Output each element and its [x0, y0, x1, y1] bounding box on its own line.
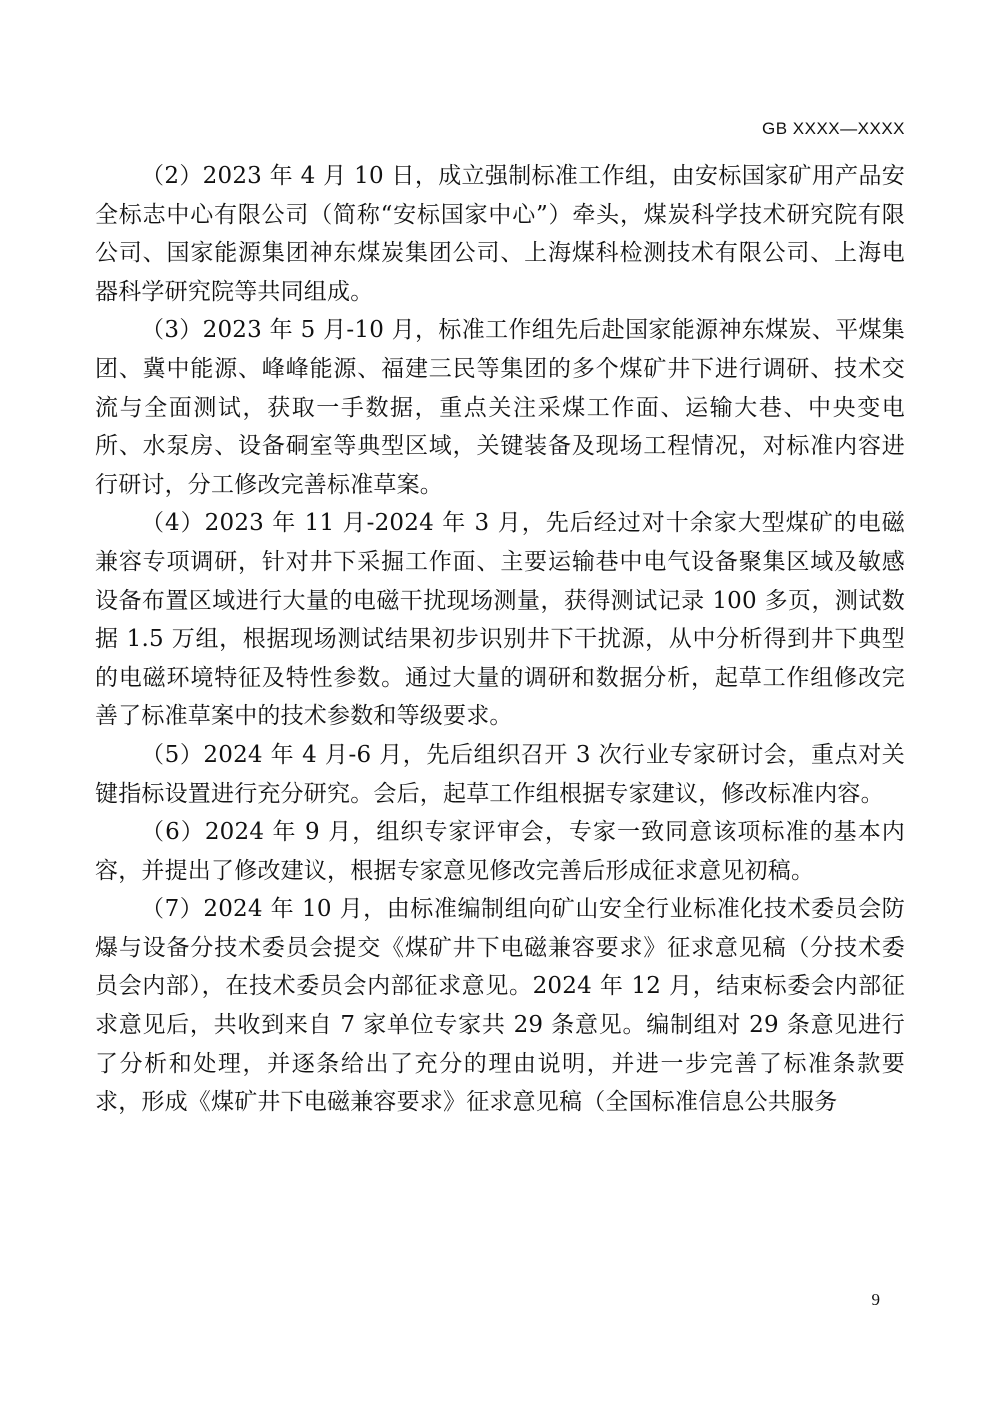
paragraph-item-4: （4）2023 年 11 月-2024 年 3 月，先后经过对十余家大型煤矿的电磁兼容专项调研，针对井下采掘工作面、主要运输巷中电气设备聚集区域及敏感设备布置区域进行大量的电磁干扰现场测量，获得测试记录 100 多页，测试数据 1.5 万组，根据现场测试结果初步识别井下干扰源，从中分析得到井下典型的电磁环境特征及特性参数。通过大量的调研和数据分析，起草工作组修改完善了标准草案中的技术参数和等级要求。: [95, 510, 905, 730]
standard-code-header: GB XXXX—XXXX: [762, 119, 905, 138]
document-body: [95, 157, 905, 1122]
page-number: 9: [871, 1290, 880, 1309]
paragraph-item-6: （6）2024 年 9 月，组织专家评审会，专家一致同意该项标准的基本内容，并提出了修改建议，根据专家意见修改完善后形成征求意见初稿。: [95, 819, 905, 884]
paragraph-item-7: （7）2024 年 10 月，由标准编制组向矿山安全行业标准化技术委员会防爆与设备分技术委员会提交《煤矿井下电磁兼容要求》征求意见稿（分技术委员会内部），在技术委员会内部征求意见。2024 年 12 月，结束标委会内部征求意见后，共收到来自 7 家单位专家共 29 条意见。编制组对 29 条意见进行了分析和处理，并逐条给出了充分的理由说明，并进一步完善了标准条款要求，形成《煤矿井下电磁兼容要求》征求意见稿（全国标准信息公共服务: [95, 896, 905, 1116]
paragraph-item-3: （3）2023 年 5 月-10 月，标准工作组先后赴国家能源神东煤炭、平煤集团、冀中能源、峰峰能源、福建三民等集团的多个煤矿井下进行调研、技术交流与全面测试，获取一手数据，重点关注采煤工作面、运输大巷、中央变电所、水泵房、设备硐室等典型区域，关键装备及现场工程情况，对标准内容进行研讨，分工修改完善标准草案。: [95, 317, 905, 498]
paragraph-item-5: （5）2024 年 4 月-6 月，先后组织召开 3 次行业专家研讨会，重点对关键指标设置进行充分研究。会后，起草工作组根据专家建议，修改标准内容。: [95, 741, 905, 807]
paragraph-item-2: （2）2023 年 4 月 10 日，成立强制标准工作组，由安标国家矿用产品安全标志中心有限公司（简称“安标国家中心”）牵头，煤炭科学技术研究院有限公司、国家能源集团神东煤炭集团公司、上海煤科检测技术有限公司、上海电器科学研究院等共同组成。: [95, 163, 905, 305]
